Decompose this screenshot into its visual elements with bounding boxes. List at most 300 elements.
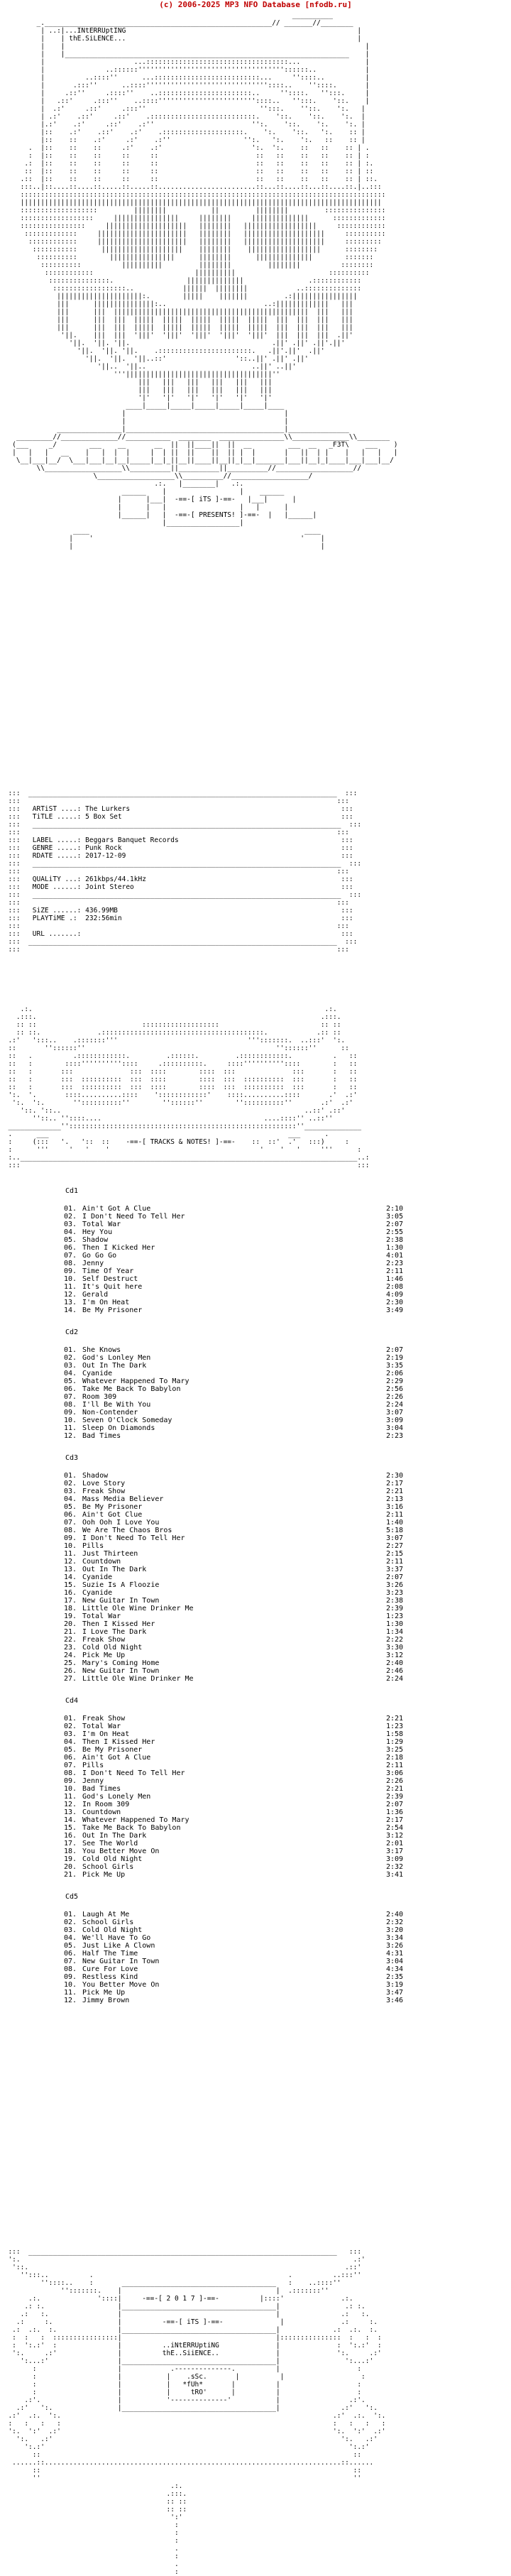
track-row [0,1417,511,1424]
site-credit: (c) 2006-2025 MP3 NFO Database [nfodb.ru] [159,0,352,9]
track-row [0,1550,511,1558]
its-label: -==-[ iTS ]-==- [174,496,236,503]
track-title: Cyanide [82,1573,113,1581]
track-number: 26. [64,1667,77,1675]
track-title: Out In The Dark [82,1566,147,1573]
url-label: URL .......: [32,930,82,938]
track-duration: 2:32 [386,1863,404,1871]
track-number: 02. [64,1480,77,1488]
track-row [0,1393,511,1401]
footer-tag-line2: *fUh* [178,2381,203,2389]
track-row [0,1605,511,1612]
track-row [0,1769,511,1777]
track-title: Restless Kind [82,1973,138,1981]
track-row [0,1432,511,1440]
track-row [0,1299,511,1306]
track-number: 22. [64,1636,77,1644]
track-number: 06. [64,1244,77,1252]
track-row [0,1644,511,1652]
track-number: 01. [64,1205,77,1213]
track-number: 07. [64,1252,77,1260]
track-row [0,1597,511,1605]
track-row [0,1715,511,1723]
track-number: 11. [64,1424,77,1432]
track-duration: 2:56 [386,1385,404,1393]
header-skull-ascii-art: __________ _.________________________________________________________// _______//________ | ..:|...INtERRUptING | | | thE.SiLENCE... | | | | | |______________________________________________________________________ | | ...:::::::::::::::::::::::::::::::::::... | | ..::::::''''''''''''''''''''''''''''''''''''::::::.. | | ..::::'' ...::::::::::::::::::::::::::... ''::::.. | | .:::'' ..::::''''''''''''''''''''''''''''''::::.. ''::::. | | .::'' .::::'' ..:::::::::::::::::::::::.. ''::::. '':::. | | .::' .:::'' ..::::''''''''''''''''''''''''::::.. '':::. '::. | | .:' .::' .:::'' '':::. ''::. ':. | | .:' .::' .::' .::::::::::::::::::::::::::. '::. '::. ':. | |.:' .:' .::' .:'' '':. '::. ':. ':. | |:: .:' .::' .:' .::::::::::::::::::::. ':. '::. ':. :: | |:: :: .:' .:' .:'' '':. ':. ':. :: :: | . |:: :: :: .:' .:' ':. ':. :: :: :: | . : |:: :: :: :: :: :: :: :: :: :: | : .: |:: :: :: :: :: :: :: :: :: :: | :. :: |:: :: :: :: :: :: :: :: :: :: | :: .:: |:: :: :: :: :: :: :: :: :: :: | ::. :::..|::....::....::.....::.....::........................::...::....::...::....::.|..::: :::::::::::::::::::::::::::::::::::::::::::::::::::::::::::::::::::::::::::::::::::::::::: ||||||||||||||||||||||||||||||||||||||||||||||||||||||||||||||||||||||||||||||||||||||||| ::::::::::::::::::: |||||||| || |||||||| ::::::::::::::: :::::::::::::::::: |||||||||||||||| |||||||| |||||||||||||| ::::::::::::: :::::::::::::::: |||||||||||||||||||| |||||||| |||||||||||||||||| :::::::::::: ::::::::::::: |||||||||||||||||||||| |||||||| |||||||||||||||||||| :::::::::: :::::::::::: |||||||||||||||||||||| |||||||| |||||||||||||||||||| ::::::::: ::::::::::: |||||||||||||||||||| |||||||| |||||||||||||||||| :::::::: :::::::::: |||||||||||||||| |||||||| |||||||||||||| ::::::: :::::::::: |||||||||| |||||||| |||||||| :::::::: :::::::::::: |||||||||| :::::::::: :::::::::::::::. |||||||||||||| .:::::::::::: ::::::::::::::::::.. |||||| |||||||| ..:::::::::::::: |||||||||||||||||||||:. ||||| ||||||| .:|||||||||||||||| ||| |||||||||||||||:.. ..:||||||||||||| ||| ||| ||| |||||||||||||||||||||||||||||||||||||||||||||||| ||| ||| ||| ||| ||| ||||| ||||| ||||| ||||| ||||| ||| ||| ||| ||| ||| ||| ||| ||||| ||||| ||||| ||||| ||||| ||| ||| ||| ||| '||. ||| ||| '|||' '|||' '|||' '|||' '|||' ||| ||| ||| .||' '||. '||. '||. .||' .||' .||'.||' '||. '||. '||. .:::::::::::::::::::::::. .||'.||' .||' '||. '||. '||..::' '::..||' .||' .||' '||.. '||.. ..||' ..||' '''||||||||||||||||||||||||||||||||||||'' ||| ||| ||| ||| ||| ||| ||| ||| ||| ||| ||| ||| '|' '|' '|' '|' '|' '|' ____|_____|_____|_____|_____|_____|____ | | | | ________________|_______________________________________|_______________ _________//______________//___________ ________ ________________\\______________\\________ (___ _/ ___ __ __ || ||____|| || __ ___ __ _F3T\ ___ ) | | | __ | | | | | | || || || || | | | || | | | | | | \__|___|__/ \___|___|__|__|_____|__|_||__||____||__||_|__|_______|___||__|_|____|___|___|__/ \\___________________\\__________||__________||__________//___________________// \___________________\\__________//___________________/ .:. |________| .:. ______ | | ______ | |___| -==-[ iTS ]-==- |___| | | | | | | | |______| | -==-[ PRESENTS! ]-==- | |______| |__________________| ____ ____ | ' ' | | | [12,11,398,550]
track-title: Whatever Happened To Mary [82,1816,189,1824]
track-number: 20. [64,1620,77,1628]
track-title: Whatever Happened To Mary [82,1377,189,1385]
track-number: 02. [64,1213,77,1221]
track-number: 09. [64,1267,77,1275]
track-number: 13. [64,1808,77,1816]
track-title: Cyanide [82,1370,113,1377]
track-number: 09. [64,1777,77,1785]
track-number: 17. [64,1597,77,1605]
disc-title: Cd1 [65,1187,79,1195]
track-row [0,1762,511,1769]
track-duration: 2:10 [386,1205,404,1213]
track-title: School Girls [82,1919,134,1926]
track-title: I'll Be With You [82,1401,151,1409]
track-row [0,1480,511,1488]
track-title: I'm On Heat [82,1730,130,1738]
track-title: New Guitar In Town [82,1958,160,1965]
track-row [0,1362,511,1370]
label-label: LABEL .....: [32,836,82,844]
track-duration: 2:07 [386,1221,404,1228]
track-duration: 2:21 [386,1785,404,1793]
track-number: 18. [64,1848,77,1855]
track-title: Time Of Year [82,1267,134,1275]
track-number: 10. [64,1542,77,1550]
track-title: Go Go Go [82,1252,117,1260]
track-row [0,1566,511,1573]
disc-title: Cd4 [65,1697,79,1705]
track-title: Countdown [82,1808,121,1816]
track-title: Then I Kissed Her [82,1620,155,1628]
track-duration: 3:12 [386,1832,404,1840]
release-info-section: ::: ____________________________________________________________________________ ::: ::: ::: ::: ARTiST ....: The Lurkers ::: ::: TiTLE .....: 5 Box Set ::: ::: ____________________________________________________________________________ ::: ::: ::: ::: LABEL .....: Beggars Banquet Records ::: ::: GENRE .....: Punk Rock ::: ::: RDATE .....: 2017-12-09 ::: ::: ____________________________________________________________________________ ::: ::: ::: ::: QUALiTY ...: 261kbps/44.1kHz ::: ::: MODE ......: Joint Stereo ::: ::: ____________________________________________________________________________ ::: ::: ::: ::: SiZE ......: 436.99MB ::: ::: PLAYTiME .: 232:56min ::: ::: ::: ::: URL .......: ::: ::: ____________________________________________________________________________ ::: ::: ::: [8,790,362,954]
track-duration: 2:30 [386,1472,404,1480]
track-duration: 3:34 [386,1934,404,1942]
track-duration: 3:17 [386,1848,404,1855]
track-title: Pills [82,1762,104,1769]
track-title: Total War [82,1723,121,1730]
track-title: Room 309 [82,1393,117,1401]
track-duration: 2:18 [386,1754,404,1762]
track-title: Pills [82,1542,104,1550]
track-duration: 1:30 [386,1244,404,1252]
track-number: 02. [64,1919,77,1926]
track-number: 18. [64,1605,77,1612]
track-duration: 1:30 [386,1620,404,1628]
track-title: Just Like A Clown [82,1942,155,1950]
track-duration: 4:09 [386,1291,404,1299]
track-row [0,1511,511,1519]
track-number: 09. [64,1973,77,1981]
track-title: Bad Times [82,1432,121,1440]
track-title: Then I Kissed Her [82,1738,155,1746]
tracks-notes-label: -==-[ TRACKS & NOTES! ]-==- [126,1138,236,1146]
track-number: 04. [64,1228,77,1236]
track-number: 04. [64,1370,77,1377]
track-title: Ain't Got A Clue [82,1754,151,1762]
track-row [0,1659,511,1667]
track-duration: 3:26 [386,1581,404,1589]
track-number: 15. [64,1581,77,1589]
track-row [0,1542,511,1550]
track-row [0,1260,511,1267]
track-number: 25. [64,1659,77,1667]
mode-value: Joint Stereo [85,883,134,891]
track-duration: 3:07 [386,1409,404,1417]
rdate-label: RDATE .....: [32,852,82,860]
track-title: Cure For Love [82,1965,138,1973]
track-row [0,1267,511,1275]
track-row [0,1863,511,1871]
track-row [0,1730,511,1738]
footer-group-line2: thE..SiiENCE.. [162,2349,219,2357]
track-row [0,1205,511,1213]
track-duration: 2:11 [386,1511,404,1519]
track-number: 07. [64,1519,77,1527]
track-title: Cold Old Night [82,1926,143,1934]
track-duration: 1:23 [386,1612,404,1620]
track-number: 11. [64,1989,77,1997]
footer-its-label: iTS [187,2318,199,2326]
track-duration: 2:07 [386,1346,404,1354]
track-number: 04. [64,1738,77,1746]
track-number: 02. [64,1723,77,1730]
track-row [0,1801,511,1808]
track-number: 04. [64,1934,77,1942]
size-label: SiZE ......: [32,907,82,915]
track-row [0,1636,511,1644]
track-row [0,1409,511,1417]
track-duration: 2:27 [386,1542,404,1550]
track-number: 10. [64,1275,77,1283]
track-title: Sleep On Diamonds [82,1424,155,1432]
track-number: 05. [64,1377,77,1385]
track-title: Ooh Ooh I Love You [82,1519,160,1527]
track-title: Freak Show [82,1488,126,1495]
track-title: Shadow [82,1472,109,1480]
track-number: 12. [64,1291,77,1299]
track-title: Be My Prisoner [82,1746,143,1754]
track-number: 24. [64,1652,77,1659]
track-title: Pick Me Up [82,1652,126,1659]
track-duration: 3:35 [386,1362,404,1370]
track-title: Out In The Dark [82,1362,147,1370]
track-title: Cyanide [82,1589,113,1597]
track-number: 06. [64,1385,77,1393]
track-row [0,1228,511,1236]
track-title: Take Me Back To Babylon [82,1824,181,1832]
track-row [0,1306,511,1314]
track-title: She Knows [82,1346,121,1354]
track-title: Freak Show [82,1715,126,1723]
track-title: In Room 309 [82,1801,130,1808]
track-number: 03. [64,1221,77,1228]
track-duration: 2:23 [386,1260,404,1267]
track-number: 04. [64,1495,77,1503]
track-number: 06. [64,1950,77,1958]
footer-tag-line1: .sSc. [178,2373,207,2381]
track-number: 03. [64,1362,77,1370]
group-name-line2: thE.SiLENCE... [69,35,126,43]
track-title: Jenny [82,1260,104,1267]
disc-block [0,1892,511,2004]
track-number: 19. [64,1855,77,1863]
track-number: 08. [64,1769,77,1777]
track-duration: 2:55 [386,1228,404,1236]
track-title: We Are The Chaos Bros [82,1527,172,1534]
track-row [0,1675,511,1683]
track-row [0,1785,511,1793]
track-title: You Better Move On [82,1981,160,1989]
track-title: We'll Have To Go [82,1934,151,1942]
track-row [0,1244,511,1252]
track-duration: 3:09 [386,1855,404,1863]
track-number: 12. [64,1558,77,1566]
genre-value: Punk Rock [85,844,122,852]
track-title: Ain't Got Clue [82,1511,143,1519]
track-number: 16. [64,1832,77,1840]
track-row [0,1275,511,1283]
track-duration: 2:30 [386,1299,404,1306]
disc-title: Cd2 [65,1328,79,1336]
footer-tag-line3: tRO' [178,2389,207,2396]
track-row [0,1808,511,1816]
track-title: Non-Contender [82,1409,138,1417]
track-duration: 3:16 [386,1503,404,1511]
track-number: 03. [64,1730,77,1738]
track-row [0,1942,511,1950]
group-name-line1: ..INtERRUptING [69,27,126,35]
track-row [0,1283,511,1291]
track-duration: 1:46 [386,1275,404,1283]
track-title: Total War [82,1221,121,1228]
track-duration: 3:25 [386,1746,404,1754]
track-row [0,1848,511,1855]
track-row [0,1855,511,1863]
track-row [0,1558,511,1566]
track-duration: 3:49 [386,1306,404,1314]
artist-value: The Lurkers [85,805,131,813]
track-row [0,1667,511,1675]
track-title: Laugh At Me [82,1911,130,1919]
footer-ascii-art: ::: ____________________________________________________________________________ ::: ':. .:' '::. .::' '':::.. . . ..:::'' ''::::.. : ______________________________________ : ..::::'' '':::::::. | | .:::::::'' .:. '::::| -==-[ 2 0 1 7 ]-==- |::::' .:. .: :. |______________________________________| .: :. .: :. | | .: :. .: :. | -==-[ iTS ]-==- | .: :. .: .:. :. |______________________________________| .: .:. :. : : : ::::::::::::::::| |::::::::::::::: : : : : ':.:' : | ..iNtERRUptiNG | : ':.:' : ':. .:' | thE..SiiENCE.. | ':. .:' ':...:' |______________________________________| ':...:' : | .--------------. | : : | | .sSc. | | : : | | *fUh* | | : : | | tRO' | | : .:'. | '--------------' | .:'. .:' ':. |______________________________________| .:' ':. .:' .:. ':. .:' .:. ':. : : : : : : : : ':. ':' .:' ':. ':' .:' ':. .:' ':. .:' ':.:' ':.:' :: :: ......::.........................................................................::...... :: :: '' '' .:. .:::. :: :: :: :: ':' : : : . : . : [8,2248,386,2576]
track-number: 07. [64,1762,77,1769]
track-number: 17. [64,1840,77,1848]
track-number: 11. [64,1283,77,1291]
track-number: 09. [64,1409,77,1417]
track-title: Take Me Back To Babylon [82,1385,181,1393]
track-number: 21. [64,1628,77,1636]
playtime-label: PLAYTiME .: [32,915,77,922]
track-number: 23. [64,1644,77,1652]
disc-block [0,1186,511,1314]
track-duration: 2:17 [386,1816,404,1824]
track-title: Bad Times [82,1785,121,1793]
track-row [0,1581,511,1589]
track-duration: 1:58 [386,1730,404,1738]
track-number: 06. [64,1754,77,1762]
track-row [0,1816,511,1824]
track-row [0,1424,511,1432]
track-title: Mary's Coming Home [82,1659,160,1667]
track-duration: 3:07 [386,1534,404,1542]
footer-group-line1: ..iNtERRUptiNG [162,2342,219,2349]
track-number: 05. [64,1236,77,1244]
track-duration: 2:13 [386,1495,404,1503]
size-value: 436.99MB [85,907,118,915]
track-number: 01. [64,1715,77,1723]
track-number: 01. [64,1346,77,1354]
track-number: 15. [64,1824,77,1832]
track-row [0,1919,511,1926]
track-number: 01. [64,1911,77,1919]
track-duration: 2:21 [386,1715,404,1723]
track-duration: 1:36 [386,1808,404,1816]
track-duration: 1:34 [386,1628,404,1636]
presents-label: -==-[ PRESENTS! ]-==- [174,511,260,519]
track-row [0,1503,511,1511]
track-number: 05. [64,1503,77,1511]
track-title: Mass Media Believer [82,1495,164,1503]
disc-block [0,1696,511,1879]
track-duration: 1:23 [386,1723,404,1730]
track-title: Gerald [82,1291,109,1299]
track-number: 06. [64,1511,77,1519]
track-duration: 2:19 [386,1354,404,1362]
track-title: Hey You [82,1228,113,1236]
track-title: It's Quit here [82,1283,143,1291]
track-duration: 3:06 [386,1769,404,1777]
track-row [0,1401,511,1409]
track-row [0,1934,511,1942]
track-duration: 2:39 [386,1793,404,1801]
track-duration: 2:22 [386,1636,404,1644]
track-title: Out In The Dark [82,1832,147,1840]
track-row [0,1926,511,1934]
track-duration: 2:54 [386,1824,404,1832]
quality-label: QUALiTY ...: [32,875,82,883]
track-number: 07. [64,1958,77,1965]
track-duration: 3:41 [386,1871,404,1879]
track-title: Self Destruct [82,1275,138,1283]
track-duration: 3:30 [386,1644,404,1652]
track-duration: 2:46 [386,1667,404,1675]
track-row [0,1472,511,1480]
track-number: 08. [64,1527,77,1534]
playtime-value: 232:56min [85,915,122,922]
track-title: Jenny [82,1777,104,1785]
track-duration: 3:26 [386,1942,404,1950]
track-number: 05. [64,1942,77,1950]
track-duration: 2:40 [386,1911,404,1919]
track-title: Cold Old Night [82,1855,143,1863]
track-row [0,1965,511,1973]
track-title: Be My Prisoner [82,1503,143,1511]
track-title: School Girls [82,1863,134,1871]
track-number: 12. [64,1801,77,1808]
track-row [0,1989,511,1997]
track-number: 14. [64,1306,77,1314]
track-number: 19. [64,1612,77,1620]
track-duration: 5:18 [386,1527,404,1534]
track-row [0,1981,511,1989]
track-title: Be My Prisoner [82,1306,143,1314]
track-title: I'm On Heat [82,1299,130,1306]
track-row [0,1628,511,1636]
footer-year-label: -==-[ 2 0 1 7 ]-==- [142,2295,219,2303]
track-number: 10. [64,1785,77,1793]
track-duration: 2:07 [386,1801,404,1808]
track-number: 01. [64,1472,77,1480]
track-title: God's Lonley Men [82,1354,151,1362]
track-row [0,1840,511,1848]
track-row [0,1252,511,1260]
track-row [0,1534,511,1542]
track-duration: 2:21 [386,1488,404,1495]
track-duration: 3:05 [386,1213,404,1221]
track-row [0,1370,511,1377]
track-number: 16. [64,1589,77,1597]
track-duration: 2:29 [386,1377,404,1385]
track-title: I Love The Dark [82,1628,147,1636]
track-row [0,1612,511,1620]
track-duration: 2:11 [386,1558,404,1566]
track-row [0,1236,511,1244]
track-row [0,1973,511,1981]
track-duration: 3:37 [386,1566,404,1573]
track-duration: 2:32 [386,1919,404,1926]
track-duration: 2:24 [386,1401,404,1409]
track-number: 03. [64,1926,77,1934]
track-row [0,1346,511,1354]
track-title: New Guitar In Town [82,1667,160,1675]
track-duration: 1:40 [386,1519,404,1527]
track-duration: 2:08 [386,1283,404,1291]
track-number: 07. [64,1393,77,1401]
track-title: Suzie Is A Floozie [82,1581,160,1589]
track-duration: 2:26 [386,1393,404,1401]
track-number: 02. [64,1354,77,1362]
track-duration: 2:15 [386,1550,404,1558]
track-row [0,1754,511,1762]
track-title: You Better Move On [82,1848,160,1855]
track-number: 11. [64,1793,77,1801]
track-title: Jimmy Brown [82,1997,130,2004]
track-number: 09. [64,1534,77,1542]
track-row [0,1824,511,1832]
track-row [0,1652,511,1659]
track-number: 08. [64,1260,77,1267]
track-duration: 3:46 [386,1997,404,2004]
track-title: Pick Me Up [82,1989,126,1997]
track-duration: 3:04 [386,1958,404,1965]
track-row [0,1573,511,1581]
track-title: Love Story [82,1480,126,1488]
track-duration: 3:12 [386,1652,404,1659]
disc-title: Cd3 [65,1454,79,1462]
track-duration: 3:20 [386,1926,404,1934]
track-title: Just Thirteen [82,1550,138,1558]
track-duration: 2:07 [386,1573,404,1581]
track-row [0,1354,511,1362]
